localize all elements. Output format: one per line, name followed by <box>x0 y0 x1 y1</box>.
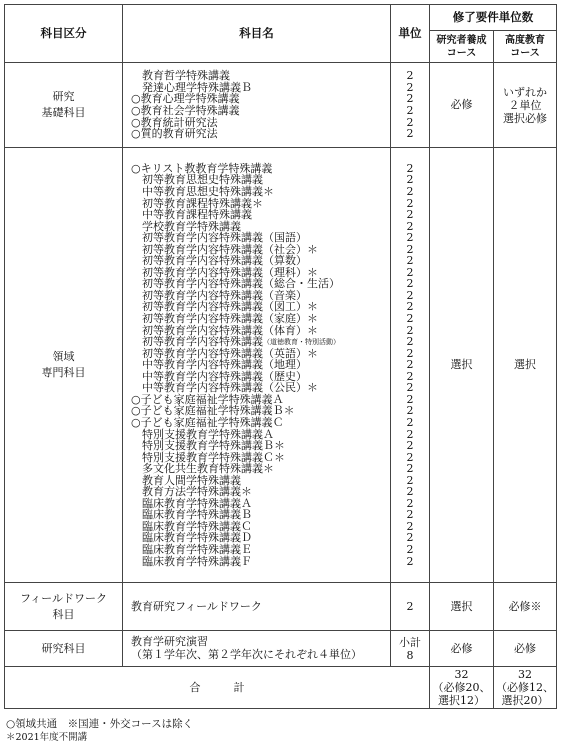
total-course-b-line1: 32 <box>518 668 532 681</box>
subject-moral-label: 初等教育学内容特殊講義 <box>131 335 263 349</box>
research-course-a: 必修 <box>430 631 494 667</box>
research-units <box>391 631 430 667</box>
subject-item: 初等教育学内容特殊講義（体育）＊ <box>131 323 318 337</box>
subject-item: 初等教育学内容特殊講義（社会）＊ <box>131 242 318 256</box>
unit-value: 2 <box>406 404 414 418</box>
subject-item: 中等教育学内容特殊講義（公民）＊ <box>131 381 318 395</box>
subject-item: 教育方法学特殊講義＊ <box>131 485 252 499</box>
unit-value: 2 <box>406 358 414 372</box>
subject-item: ○子ども家庭福祉学特殊講義Ｂ＊ <box>131 404 295 418</box>
subject-item: 臨床教育学特殊講義Ｃ <box>131 519 252 533</box>
subject-item: ○教育社会学特殊講義 <box>131 104 240 117</box>
footnote-legend: ○領域共通 ※国連・外交コースは除く <box>6 718 194 730</box>
unit-value: 2 <box>406 496 414 510</box>
basic-course-b-line1: いずれか <box>503 85 547 99</box>
field-course-a: 選択 <box>430 148 494 583</box>
unit-value: 2 <box>406 288 414 302</box>
basic-course-a: 必修 <box>430 63 494 148</box>
course-b-header-line2: コース <box>510 47 540 59</box>
curriculum-table <box>4 4 557 709</box>
research-units-value: 8 <box>406 648 414 662</box>
unit-value: 2 <box>406 69 414 83</box>
unit-value: 2 <box>406 369 414 383</box>
fieldwork-category-line1: フィールドワーク <box>20 591 107 605</box>
subject-item: 中等教育学内容特殊講義（地理） <box>131 358 307 372</box>
subject-item: 教育哲学特殊講義 <box>131 69 230 83</box>
curriculum-sheet <box>4 4 556 709</box>
subject-item: ○教育心理学特殊講義 <box>131 92 240 106</box>
unit-value: 2 <box>406 415 414 429</box>
field-subject-list <box>123 148 391 583</box>
unit-value: 2 <box>406 473 414 487</box>
total-row <box>5 667 557 709</box>
fieldwork-row <box>5 583 557 631</box>
unit-value: 2 <box>406 346 414 360</box>
field-row <box>5 148 557 583</box>
field-units <box>391 148 430 583</box>
subject-item: 学校教育学特殊講義 <box>131 219 241 233</box>
subject-header: 科目名 <box>123 5 391 63</box>
basic-course-b <box>494 63 557 148</box>
course-a-header <box>430 31 494 63</box>
research-course-b: 必修 <box>494 631 557 667</box>
requirement-header: 修了要件単位数 <box>430 5 557 31</box>
subject-moral-note: （道徳教育・特別活動） <box>263 338 340 347</box>
fieldwork-course-a: 選択 <box>430 583 494 631</box>
subject-item: 臨床教育学特殊講義Ｂ <box>131 508 252 522</box>
subject-item: 臨床教育学特殊講義Ａ <box>131 496 252 510</box>
fieldwork-category <box>5 583 123 631</box>
subject-item: 初等教育学内容特殊講義（音楽） <box>131 288 307 302</box>
subject-item: 初等教育学内容特殊講義（総合・生活） <box>131 277 340 291</box>
unit-value: 2 <box>406 427 414 441</box>
unit-value: 2 <box>406 312 414 326</box>
research-category: 研究科目 <box>5 631 123 667</box>
unit-value: 2 <box>406 392 414 406</box>
basic-row <box>5 63 557 148</box>
units-header: 単位 <box>391 5 430 63</box>
course-b-header-line1: 高度教育 <box>505 34 545 46</box>
unit-value: 2 <box>406 242 414 256</box>
field-category-line1: 領域 <box>52 350 75 363</box>
course-a-header-line2: コース <box>446 47 477 59</box>
total-label: 合 計 <box>5 667 430 709</box>
unit-value: 2 <box>406 196 414 210</box>
total-course-a-line3: 選択12） <box>438 694 485 707</box>
subject-item: 初等教育学内容特殊講義（英語）＊ <box>131 346 318 360</box>
subject-item: 初等教育学内容特殊講義（国語） <box>131 231 307 245</box>
subject-item: 臨床教育学特殊講義Ｅ <box>131 542 252 556</box>
subject-item: 初等教育思想史特殊講義 <box>131 173 263 187</box>
total-course-b-line3: 選択20） <box>501 694 549 707</box>
unit-value: 2 <box>406 519 414 533</box>
subject-item: 初等教育学内容特殊講義（算数） <box>131 254 307 268</box>
unit-value: 2 <box>406 127 414 141</box>
subject-item: 中等教育思想史特殊講義＊ <box>131 185 274 199</box>
subject-item: 初等教育学内容特殊講義（図工）＊ <box>131 300 318 314</box>
unit-value: 2 <box>406 219 414 233</box>
basic-category-line2: 基礎科目 <box>41 106 86 119</box>
total-course-a <box>430 667 494 709</box>
unit-value: 2 <box>406 161 414 175</box>
basic-category-line1: 研究 <box>52 90 75 103</box>
course-a-header-line1: 研究者養成 <box>436 34 487 46</box>
header-row <box>5 5 557 31</box>
unit-value: 2 <box>406 300 414 314</box>
unit-value: 2 <box>406 115 414 129</box>
research-subject <box>123 631 391 667</box>
fieldwork-category-line2: 科目 <box>52 607 75 621</box>
unit-value: 2 <box>406 554 414 568</box>
unit-value: 2 <box>406 208 414 222</box>
basic-subject-list <box>123 63 391 148</box>
total-course-b <box>494 667 557 709</box>
fieldwork-subject: 教育研究フィールドワーク <box>123 583 391 631</box>
research-units-label: 小計 <box>399 635 421 649</box>
unit-value: 2 <box>406 485 414 499</box>
subject-item: ○子ども家庭福祉学特殊講義Ｃ <box>131 415 284 429</box>
research-subject-line1: 教育学研究演習 <box>131 634 208 648</box>
unit-value: 2 <box>406 323 414 337</box>
basic-units <box>391 63 430 148</box>
subject-item: 初等教育学内容特殊講義（理科）＊ <box>131 265 318 279</box>
basic-course-b-line2: ２単位 <box>508 98 542 112</box>
unit-value: 2 <box>406 462 414 476</box>
field-category <box>5 148 123 583</box>
research-subject-line2: （第１学年次、第２学年次にそれぞれ４単位） <box>131 647 362 661</box>
total-course-a-line2: （必修20、 <box>432 681 491 694</box>
course-b-header <box>494 31 557 63</box>
subject-item: 中等教育学内容特殊講義（歴史） <box>131 369 307 383</box>
subject-item: ○教育統計研究法 <box>131 115 218 129</box>
unit-value: 2 <box>406 531 414 545</box>
subject-item: 発達心理学特殊講義Ｂ <box>131 80 252 94</box>
unit-value: 2 <box>406 92 414 106</box>
subject-item: ○キリスト教教育学特殊講義 <box>131 161 273 175</box>
subject-item: 初等教育課程特殊講義＊ <box>131 196 263 210</box>
footnote-not-offered: ＊2021年度不開講 <box>6 732 88 743</box>
subject-item-moral <box>131 336 390 348</box>
subject-item: 臨床教育学特殊講義Ｆ <box>131 554 252 568</box>
subject-item: 中等教育課程特殊講義 <box>131 208 252 222</box>
unit-value: 2 <box>406 381 414 395</box>
subject-item: 特別支援教育学特殊講義Ａ <box>131 427 274 441</box>
research-row <box>5 631 557 667</box>
field-course-b: 選択 <box>494 148 557 583</box>
basic-course-b-line3: 選択必修 <box>503 111 547 125</box>
subject-item: ○質的教育研究法 <box>131 127 218 141</box>
category-header: 科目区分 <box>5 5 123 63</box>
unit-value: 2 <box>406 335 414 349</box>
subject-item: 特別支援教育学特殊講義Ｃ＊ <box>131 450 285 464</box>
subject-item: 教育人間学特殊講義 <box>131 473 241 487</box>
unit-value: 2 <box>406 439 414 453</box>
fieldwork-units: 2 <box>391 583 430 631</box>
unit-value: 2 <box>406 542 414 556</box>
unit-value: 2 <box>406 277 414 291</box>
unit-value: 2 <box>406 254 414 268</box>
unit-value: 2 <box>406 80 414 94</box>
unit-value: 2 <box>406 450 414 464</box>
unit-value: 2 <box>406 265 414 279</box>
total-course-a-line1: 32 <box>454 668 469 681</box>
subject-item: ○子ども家庭福祉学特殊講義Ａ <box>131 392 284 406</box>
unit-value: 2 <box>406 104 414 117</box>
fieldwork-course-b: 必修※ <box>494 583 557 631</box>
subject-item: 多文化共生教育特殊講義＊ <box>131 462 274 476</box>
subject-item: 臨床教育学特殊講義Ｄ <box>131 531 252 545</box>
subject-item: 初等教育学内容特殊講義（家庭）＊ <box>131 312 318 326</box>
total-course-b-line2: （必修12、 <box>496 681 554 694</box>
basic-category <box>5 63 123 148</box>
unit-value: 2 <box>406 231 414 245</box>
field-category-line2: 専門科目 <box>41 366 86 379</box>
unit-value: 2 <box>406 508 414 522</box>
subject-item: 特別支援教育学特殊講義Ｂ＊ <box>131 439 285 453</box>
unit-value: 2 <box>406 173 414 187</box>
unit-value: 2 <box>406 185 414 199</box>
